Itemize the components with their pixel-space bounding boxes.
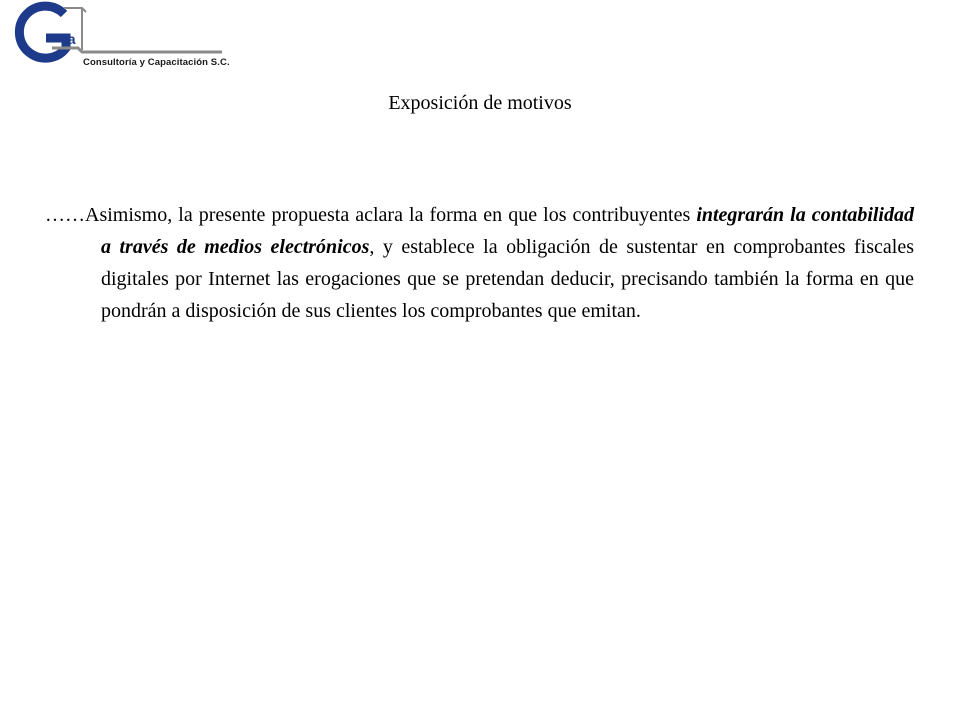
- logo-company-name: Consultoría y Capacitación S.C.: [83, 57, 230, 68]
- paragraph-rest: , y establece la obligación de sustentar en comprobantes fiscales digitales por Internet las erogaciones que se pretendan deducir, precisando también la forma en que pondrán a disposición de sus clientes los comprobantes que emitan.: [101, 236, 914, 322]
- company-logo: [4, 0, 228, 74]
- paragraph-emphasis: integrarán la contabilidad a través de medios electrónicos: [101, 204, 914, 258]
- page-title: Exposición de motivos: [388, 92, 572, 114]
- logo-letters-va: va: [60, 31, 76, 47]
- paragraph-intro: ……Asimismo, la presente propuesta aclara la forma en que los contribuyentes: [45, 204, 697, 226]
- motivos-paragraph: [45, 199, 914, 327]
